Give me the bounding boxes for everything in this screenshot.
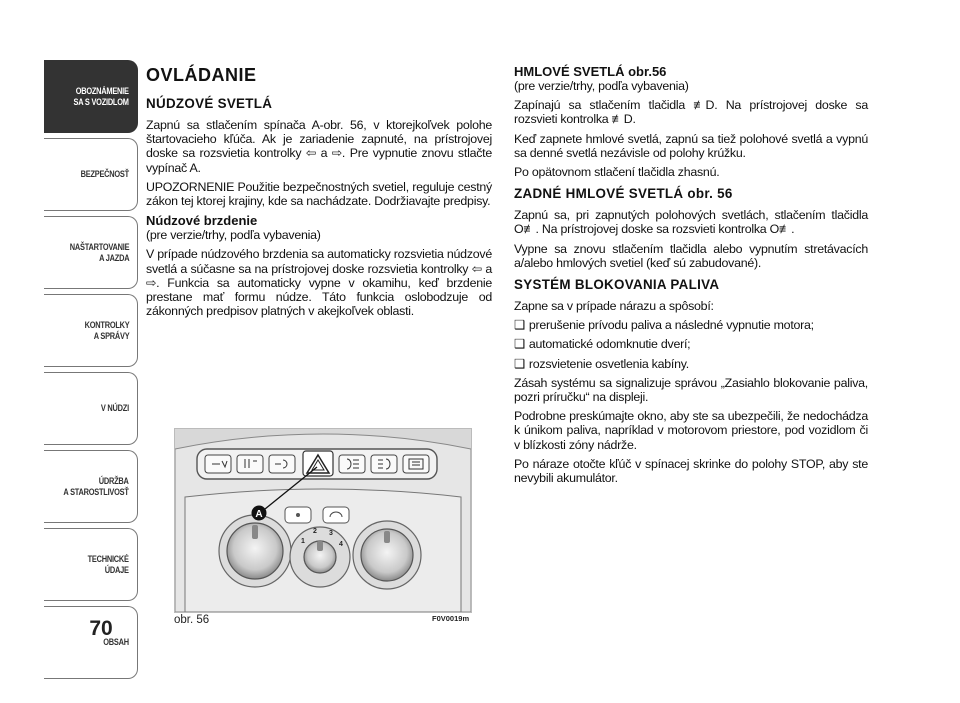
paragraph: Zapnú sa, pri zapnutých polohových svetlách, stlačením tlačidla O≢. Na prístrojovej doske sa rozsvieti kontrolka O≢. bbox=[514, 208, 868, 237]
control-panel-illustration bbox=[175, 429, 471, 612]
subheading-note: (pre verzie/trhy, podľa vybavenia) bbox=[514, 79, 689, 93]
paragraph: Po opätovnom stlačení tlačidla zhasnú. bbox=[514, 165, 720, 180]
paragraph: Zapnú sa stlačením spínača A-obr. 56, v ktorejkoľvek polohe štartovacieho kľúča. Ak je zariadenie zapnuté, na prístrojovej doske sa rozsvietia kontrolky ⇦ a ⇨. Pre vypnutie znovu stlačte vypínač A. bbox=[146, 118, 492, 175]
side-tabs bbox=[44, 60, 138, 684]
light-sensor-button bbox=[237, 455, 263, 473]
heading-rear-fog-lights: ZADNÉ HMLOVÉ SVETLÁ obr. 56 bbox=[514, 186, 733, 202]
side-tab-label: KONTROLKY A SPRÁVY bbox=[84, 319, 129, 342]
heading-fog-lights: HMLOVÉ SVETLÁ obr.56 bbox=[514, 64, 667, 79]
side-tab[interactable] bbox=[44, 294, 138, 367]
figure-caption: obr. 56 bbox=[174, 614, 210, 626]
heading-emergency-lights: NÚDZOVÉ SVETLÁ bbox=[146, 96, 273, 111]
paragraph: Keď zapnete hmlové svetlá, zapnú sa tiež polohové svetlá a vypnú sa denné svetlá nezávisle od polohy krúžku. bbox=[514, 131, 868, 160]
front-fog-button bbox=[371, 455, 397, 473]
right-column bbox=[514, 62, 868, 490]
knob-number: 4 bbox=[339, 541, 343, 548]
side-tab-label: OBSAH bbox=[103, 637, 129, 648]
page-number: 70 bbox=[89, 617, 113, 640]
figure-code: F0V0019m bbox=[432, 614, 470, 623]
rear-fog-button bbox=[339, 455, 365, 473]
rear-defrost-button bbox=[403, 455, 429, 473]
paragraph: Podrobne preskúmajte okno, aby ste sa ubezpečili, že nedochádza k únikom paliva, napríklad v motorovom priestore, pod vozidlom či v blízkosti zóny nádrže. bbox=[514, 409, 868, 452]
hazard-button bbox=[303, 451, 333, 476]
paragraph: Zapne sa v prípade nárazu a spôsobí: bbox=[514, 299, 714, 314]
left-column bbox=[146, 62, 492, 323]
side-tab-label: V NÚDZI bbox=[100, 403, 129, 414]
paragraph: Zásah systému sa signalizuje správou „Zasiahlo blokovanie paliva, pozri príručku“ na displeji. bbox=[514, 375, 868, 405]
paragraph: Zapínajú sa stlačením tlačidla ≢D. Na prístrojovej doske sa rozsvieti kontrolka ≢D. bbox=[514, 98, 868, 127]
bullet-item: ❑ rozsvietenie osvetlenia kabíny. bbox=[514, 357, 868, 371]
bullet-item: ❑ automatické odomknutie dverí; bbox=[514, 337, 868, 351]
knob-number: 2 bbox=[313, 528, 317, 535]
side-tab-label: NAŠTARTOVANIE A JAZDA bbox=[69, 241, 129, 264]
heading-fuel-cutoff: SYSTÉM BLOKOVANIA PALIVA bbox=[514, 277, 720, 293]
left-knob bbox=[219, 515, 291, 587]
side-tab-label: TECHNICKÉ ÚDAJE bbox=[87, 553, 129, 576]
side-tab[interactable] bbox=[44, 138, 138, 211]
section-title: OVLÁDANIE bbox=[146, 65, 257, 85]
figure-dashboard-controls bbox=[174, 428, 472, 613]
paragraph: UPOZORNENIE Použitie bezpečnostných svetiel, reguluje cestný zákon tej ktorej krajiny, kde sa nachádzate. Dodržiavajte predpisy. bbox=[146, 179, 492, 209]
side-tab-label: ÚDRŽBA A STAROSTLIVOSŤ bbox=[63, 475, 129, 498]
side-tab[interactable] bbox=[44, 60, 138, 133]
right-knob bbox=[353, 521, 421, 589]
callout-label: A bbox=[255, 509, 263, 520]
auto-lights-button bbox=[269, 455, 295, 473]
side-tab-label: OBOZNÁMENIE SA S VOZIDLOM bbox=[73, 85, 129, 108]
paragraph: Po náraze otočte kľúč v spínacej skrinke do polohy STOP, aby ste nevybili akumulátor. bbox=[514, 456, 868, 486]
paragraph: V prípade núdzového brzdenia sa automaticky rozsvietia núdzové svetlá a súčasne sa na prístrojovej doske rozsvietia kontrolky ⇦ a ⇨. Funkcia sa automaticky vypne v okamihu, keď brzdenie prestane mať formu núdze. Táto funkcia oslobodzuje od zákonných predpisov platných v akejkoľvek oblasti. bbox=[146, 247, 492, 319]
side-tab[interactable] bbox=[44, 216, 138, 289]
side-tab-label: BEZPEČNOSŤ bbox=[80, 169, 129, 180]
side-tab[interactable] bbox=[44, 528, 138, 601]
bullet-item: ❑ prerušenie prívodu paliva a následné vypnutie motora; bbox=[514, 318, 868, 332]
side-tab[interactable] bbox=[44, 372, 138, 445]
center-knob bbox=[290, 527, 350, 587]
knob-number: 1 bbox=[301, 538, 305, 545]
subheading-note: (pre verzie/trhy, podľa vybavenia) bbox=[146, 228, 321, 243]
recirculation-button bbox=[323, 507, 349, 523]
knob-number: 3 bbox=[329, 530, 333, 537]
heading-emergency-braking: Núdzové brzdenie bbox=[146, 213, 258, 229]
side-tab[interactable] bbox=[44, 450, 138, 523]
paragraph: Vypne sa znovu stlačením tlačidla alebo vypnutím stretávacích a/alebo hmlových svetiel (keď sú zabudované). bbox=[514, 241, 868, 270]
